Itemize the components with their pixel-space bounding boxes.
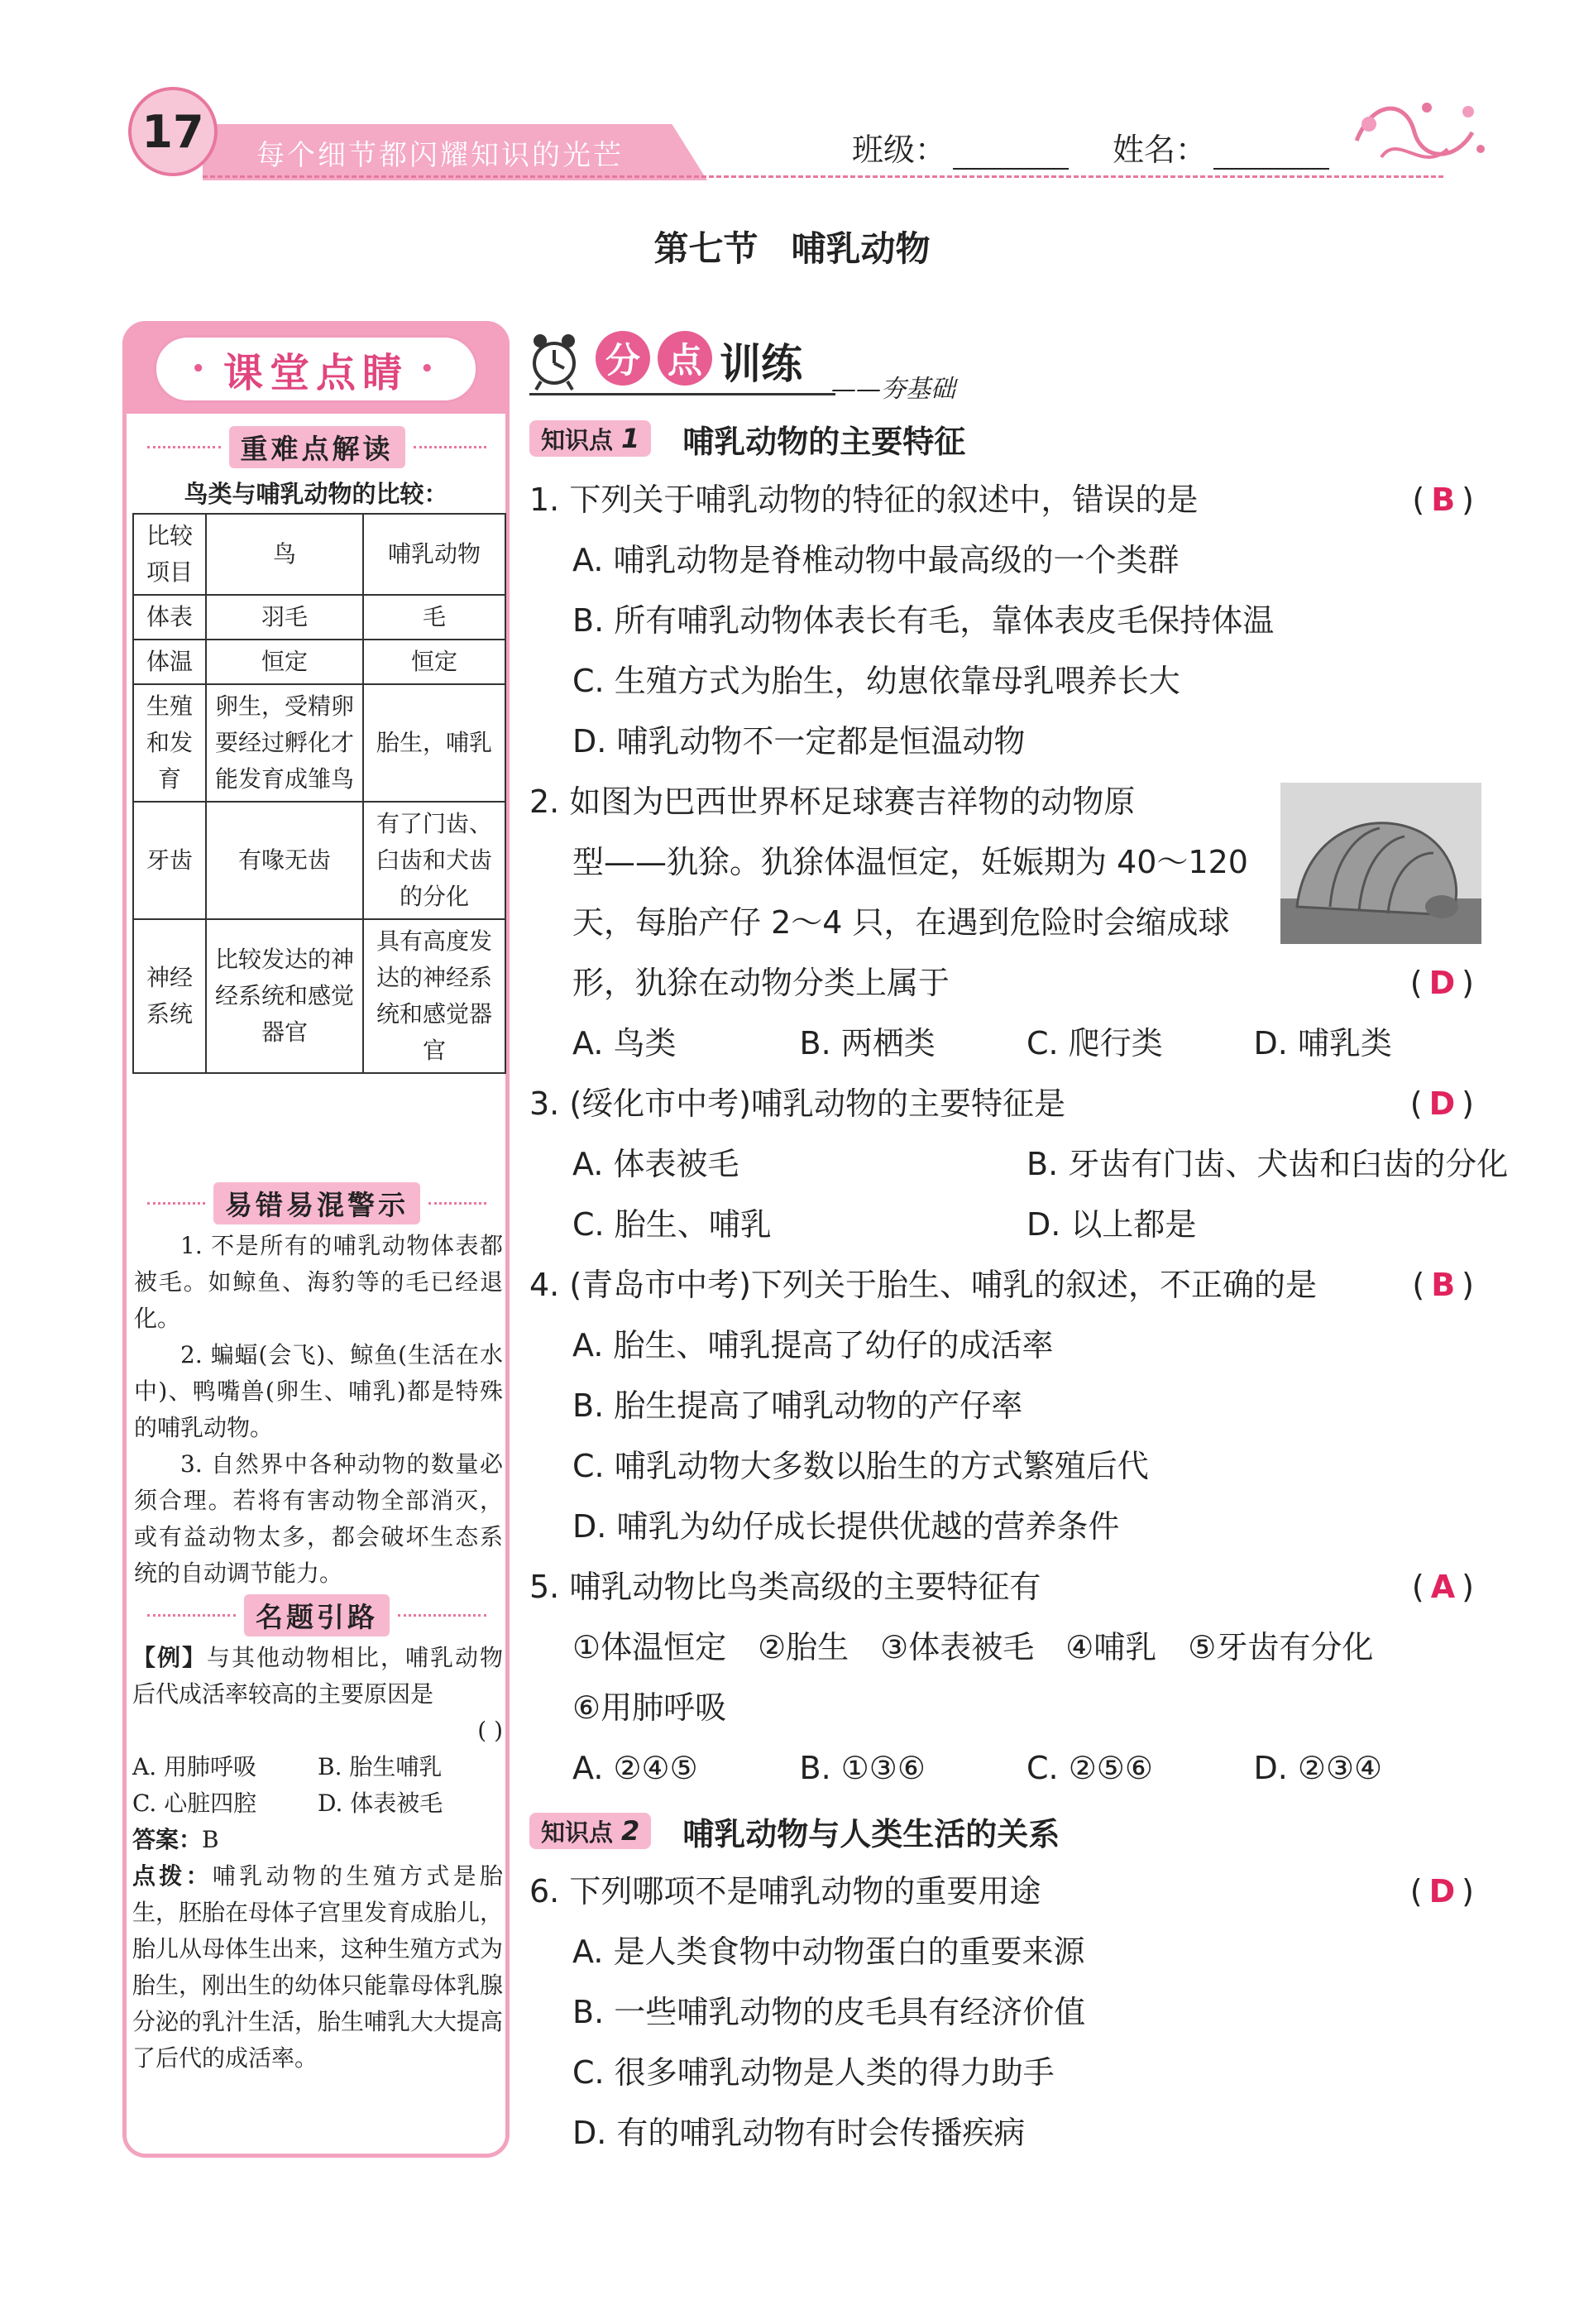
option: C. 生殖方式为胎生，幼崽依靠母乳喂养长大 [572,663,1180,699]
table-row [133,684,505,802]
table-cell: 胎生，哺乳 [363,684,505,802]
table-cell: 具有高度发达的神经系统和感觉器官 [363,919,505,1073]
header-slogan: 每个细节都闪耀知识的光芒 [256,139,624,172]
question-stem-line: 2. 如图为巴西世界杯足球赛吉祥物的动物原 [529,783,1136,820]
question-stem: 1. 下列关于哺乳动物的特征的叙述中，错误的是 [529,482,1199,518]
name-label: 姓名： [1113,132,1208,168]
example-paren: ( ) [477,1717,503,1744]
answer-box: (B) [1412,1267,1481,1303]
table-cell: 神经系统 [133,919,206,1073]
kp-label: 知识点 [541,1818,614,1847]
left-panel-title: • 课堂点睛 • [154,335,478,403]
armadillo-photo [1280,783,1481,944]
knowledge-point-2 [529,1808,1060,1854]
answer-box: (B) [1412,482,1481,518]
kp-number: 2 [621,1815,640,1847]
knowledge-point-badge [529,1813,651,1849]
option: A. 鸟类 [572,1025,677,1061]
question-6 [529,1862,1481,2163]
option: B. 一些哺乳动物的皮毛具有经济价值 [572,1994,1086,2030]
knowledge-point-badge [529,420,651,457]
subhead-examples [139,1597,495,1633]
option: A. 是人类食物中动物蛋白的重要来源 [572,1933,1085,1970]
options-row [529,1013,1481,1074]
option: B. 牙齿有门齿、犬齿和臼齿的分化 [1026,1146,1509,1182]
knowledge-point-1 [529,415,965,462]
subhead-warnings-label: 易错易混警示 [213,1182,420,1224]
class-field [852,124,1069,170]
question-1 [529,470,1481,772]
option: D. 以上都是 [1026,1206,1197,1243]
option: D. 有的哺乳动物有时会传播疾病 [572,2115,1026,2151]
example-question-text: 与其他动物相比，哺乳动物后代成活率较高的主要原因是 [132,1644,503,1708]
option: B. 胎生提高了哺乳动物的产仔率 [572,1387,1023,1424]
option: D. 哺乳为幼仔成长提供优越的营养条件 [572,1508,1120,1545]
question-stem-line: 天，每胎产仔 2～4 只，在遇到危险时会缩成球 [572,904,1230,941]
example-option: D. 体表被毛 [318,1790,443,1817]
hint-label: 点拨： [132,1862,213,1890]
answer-box: (A) [1411,1569,1481,1605]
training-underline [529,393,835,395]
example-option: C. 心脏四腔 [132,1790,257,1817]
warning-item: 3. 自然界中各种动物的数量必须合理。若将有害动物全部消灭，或有益动物太多，都会破坏生态系统的自动调节能力。 [134,1450,503,1587]
table-cell: 比较发达的神经系统和感觉器官 [206,919,363,1073]
table-row [133,640,505,684]
question-stem: 4. (青岛市中考)下列关于胎生、哺乳的叙述，不正确的是 [529,1267,1317,1303]
answer-letter: D [1428,1085,1462,1122]
table-header-cell: 鸟 [206,514,363,595]
example-option: A. 用肺呼吸 [132,1753,257,1780]
warnings-list [134,1228,503,1592]
question-stem: 6. 下列哪项不是哺乳动物的重要用途 [529,1873,1041,1910]
answer-letter: A [1430,1569,1462,1605]
items-line: ①体温恒定 ②胎生 ③体表被毛 ④哺乳 ⑤牙齿有分化 [572,1629,1374,1665]
answer-label: 答案： [132,1826,203,1853]
options-row [529,1134,1509,1195]
example-block [132,1640,503,2077]
name-field [1113,124,1329,170]
example-option: B. 胎生哺乳 [318,1753,443,1780]
options-row [529,1195,1481,1255]
table-cell: 卵生，受精卵要经过孵化才能发育成雏鸟 [206,684,363,802]
question-stem: 5. 哺乳动物比鸟类高级的主要特征有 [529,1569,1041,1605]
table-header-cell: 比较项目 [133,514,206,595]
kp-title: 哺乳动物的主要特征 [682,423,966,460]
subhead-key-points [139,429,495,465]
option: A. 哺乳动物是脊椎动物中最高级的一个类群 [572,542,1180,578]
alarm-clock-icon [529,327,579,393]
example-question [132,1640,503,1713]
table-cell: 恒定 [363,640,505,684]
left-panel-title-text: 课堂点睛 [223,349,409,396]
option: C. 胎生、哺乳 [572,1206,772,1243]
title-char-circle: 点 [658,331,712,386]
answer-box: (D) [1409,1873,1481,1910]
header-divider [203,175,1443,178]
table-cell: 有喙无齿 [206,802,363,919]
example-options [132,1749,503,1822]
name-blank[interactable] [1213,143,1329,170]
option: A. 胎生、哺乳提高了幼仔的成活率 [572,1327,1054,1363]
training-subtitle: ——夯基础 [831,375,955,404]
table-header-cell: 哺乳动物 [363,514,505,595]
answer-box: (D) [1409,1085,1481,1122]
option: C. ②⑤⑥ [1026,1750,1153,1786]
question-4 [529,1255,1481,1557]
option: B. ①③⑥ [799,1750,926,1786]
table-cell: 恒定 [206,640,363,684]
section-number: 第七节 [653,228,759,269]
table-row [133,595,505,640]
answer-box: (D) [1409,965,1481,1001]
warning-item: 2. 蝙蝠(会飞)、鲸鱼(生活在水中)、鸭嘴兽(卵生、哺乳)都是特殊的哺乳动物。 [134,1341,503,1441]
page-number: 17 [128,87,218,176]
answer-value: B [202,1826,219,1853]
subhead-warnings [139,1185,495,1221]
question-5 [529,1557,1481,1799]
table-cell: 牙齿 [133,802,206,919]
question-stem-line: 型——犰狳。犰狳体温恒定，妊娠期为 40～120 [572,844,1248,880]
table-cell: 体温 [133,640,206,684]
kp-title: 哺乳动物与人类生活的关系 [682,1815,1060,1852]
answer-letter: B [1431,482,1462,518]
answer-letter: D [1428,1873,1462,1910]
table-cell: 毛 [363,595,505,640]
question-3 [529,1074,1509,1255]
warning-item: 1. 不是所有的哺乳动物体表都被毛。如鲸鱼、海豹等的毛已经退化。 [134,1232,503,1332]
option: D. 哺乳类 [1253,1025,1392,1061]
kp-label: 知识点 [541,425,614,454]
table-cell: 体表 [133,595,206,640]
hint-text: 哺乳动物的生殖方式是胎生，胚胎在母体子宫里发育成胎儿，胎儿从母体生出来，这种生殖方式为胎生，刚出生的幼体只能靠母体乳腺分泌的乳汁生活，胎生哺乳大大提高了后代的成活率。 [132,1862,504,2072]
section-title [0,222,1584,271]
option: C. 爬行类 [1026,1025,1163,1061]
subhead-key-points-label: 重难点解读 [229,426,405,468]
option: A. ②④⑤ [572,1750,698,1786]
answer-letter: B [1431,1267,1462,1303]
option: D. 哺乳动物不一定都是恒温动物 [572,723,1026,759]
comparison-table [132,513,506,1074]
question-stem-line: 形，犰狳在动物分类上属于 [572,965,950,1001]
question-stem: 3. (绥化市中考)哺乳动物的主要特征是 [529,1085,1065,1122]
title-char-circle: 分 [596,331,650,386]
table-caption: 鸟类与哺乳动物的比较： [184,480,448,508]
kp-number: 1 [621,423,640,454]
class-blank[interactable] [953,143,1069,170]
table-row [133,919,505,1073]
example-tag: 【例】 [132,1644,207,1671]
option: B. 所有哺乳动物体表长有毛，靠体表皮毛保持体温 [572,602,1275,639]
subhead-examples-label: 名题引路 [244,1594,390,1636]
training-title: 训练 [720,340,802,388]
example-answer [132,1822,503,1858]
table-row [133,802,505,919]
items-line: ⑥用肺呼吸 [572,1689,727,1726]
answer-letter: D [1428,965,1462,1001]
class-label: 班级： [852,132,947,168]
example-hint [132,1858,503,2077]
table-header-row [133,514,505,595]
table-cell: 羽毛 [206,595,363,640]
table-cell: 生殖和发育 [133,684,206,802]
section-name: 哺乳动物 [791,228,931,269]
option: B. 两栖类 [799,1025,936,1061]
option: C. 很多哺乳动物是人类的得力助手 [572,2054,1055,2091]
table-cell: 有了门齿、臼齿和犬齿的分化 [363,802,505,919]
options-row [529,1738,1481,1799]
option: D. ②③④ [1253,1750,1383,1786]
option: A. 体表被毛 [572,1146,739,1182]
flower-ornament-icon [1348,83,1489,182]
option: C. 哺乳动物大多数以胎生的方式繁殖后代 [572,1448,1149,1484]
